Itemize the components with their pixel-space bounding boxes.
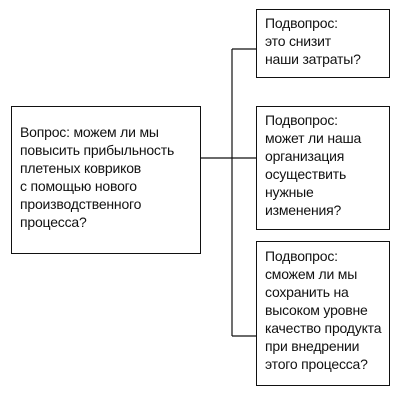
subquestion-1-line: Подвопрос: bbox=[265, 15, 338, 31]
subquestion-box-2 bbox=[256, 106, 390, 230]
subquestion-3-line: этого процесса? bbox=[265, 356, 368, 372]
subquestion-2-line: Подвопрос: bbox=[265, 112, 338, 128]
subquestion-2-line: осуществить bbox=[265, 166, 347, 182]
main-question-box bbox=[11, 106, 201, 254]
subquestion-3-line: при внедрении bbox=[265, 338, 360, 354]
subquestion-3-line: сможем ли мы bbox=[265, 266, 358, 282]
subquestion-3-line: высоком уровне bbox=[265, 302, 368, 318]
main-question-line: плетеных ковриков bbox=[20, 160, 142, 176]
main-question-line: с помощью нового bbox=[20, 178, 137, 194]
subquestion-2-line: изменения? bbox=[265, 202, 342, 218]
subquestion-2-line: организация bbox=[265, 148, 345, 164]
main-question-line: производственного bbox=[20, 196, 142, 212]
subquestion-3-line: качество продукта bbox=[265, 320, 382, 336]
subquestion-box-1 bbox=[256, 9, 390, 78]
main-question-line: Вопрос: можем ли мы bbox=[20, 124, 159, 140]
subquestion-1-line: это снизит bbox=[265, 33, 331, 49]
subquestion-box-3 bbox=[256, 241, 390, 386]
main-question-line: процесса? bbox=[20, 214, 87, 230]
subquestion-2-line: нужные bbox=[265, 184, 314, 200]
subquestion-3-line: Подвопрос: bbox=[265, 248, 338, 264]
subquestion-2-line: может ли наша bbox=[265, 130, 362, 146]
subquestion-1-line: наши затраты? bbox=[265, 51, 361, 67]
subquestion-3-line: сохранить на bbox=[265, 284, 349, 300]
main-question-line: повысить прибыльность bbox=[20, 142, 175, 158]
